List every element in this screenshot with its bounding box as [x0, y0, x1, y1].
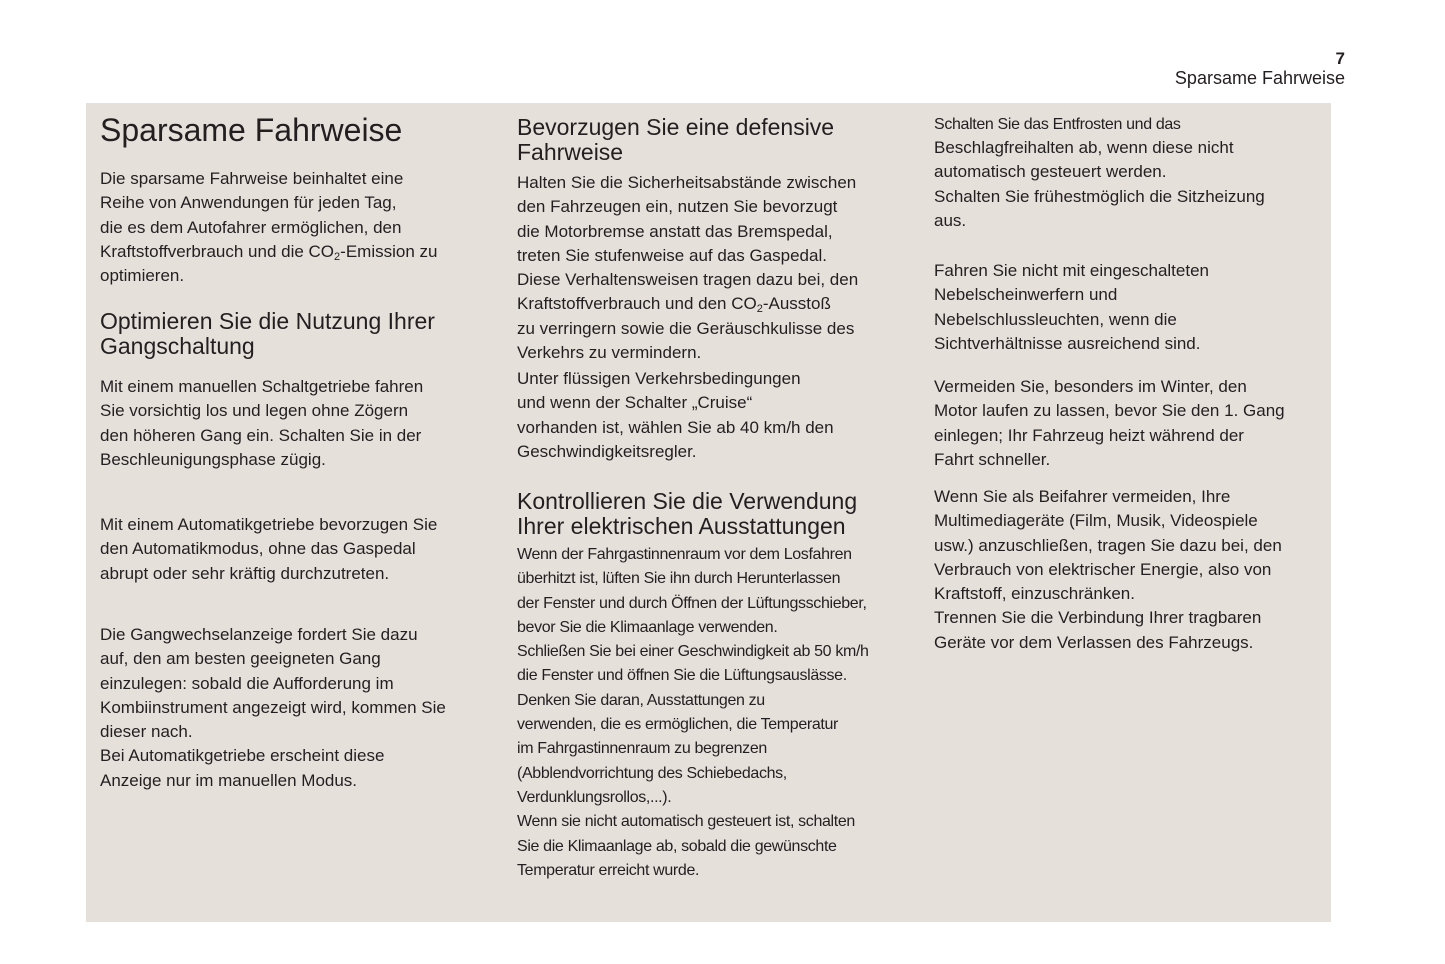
intro-paragraph	[100, 167, 437, 288]
text-line: Geschwindigkeitsregler.	[517, 441, 697, 461]
text-line: und wenn der Schalter „Cruise“	[517, 393, 753, 413]
text-line: Mit einem manuellen Schaltgetriebe fahren	[100, 377, 424, 396]
text-line: Schalten Sie das Entfrosten und das	[934, 116, 1181, 133]
paragraph-manual-gearbox	[100, 375, 423, 472]
page-number: 7	[1335, 49, 1345, 68]
text-line: abrupt oder sehr kräftig durchzutreten.	[100, 563, 390, 583]
text-line: Sie vorsichtig los und legen ohne Zögern	[100, 401, 409, 421]
text-line: Reihe von Anwendungen für jeden Tag,	[100, 193, 397, 213]
heading-gear-shift: Optimieren Sie die Nutzung Ihrer Gangschaltung	[100, 308, 435, 359]
text-line: Unter flüssigen Verkehrsbedingungen	[517, 369, 801, 388]
heading-defensive-driving: Bevorzugen Sie eine defensive Fahrweise	[517, 114, 835, 165]
text-line: Vermeiden Sie, besonders im Winter, den	[934, 377, 1247, 396]
paragraph-automatic-gearbox	[100, 513, 437, 586]
text-line: Kombiinstrument angezeigt wird, kommen Sie	[100, 697, 446, 717]
text-line: den Automatikmodus, ohne das Gaspedal	[100, 539, 416, 559]
text-line: Kraftstoffverbrauch und den $CO_2$-Ausstoß	[517, 294, 831, 316]
text-line: Diese Verhaltensweisen tragen dazu bei, den	[517, 270, 859, 290]
text-line: Sichtverhältnisse ausreichend sind.	[934, 333, 1201, 353]
text-line: überhitzt ist, lüften Sie ihn durch Herunterlassen	[517, 570, 841, 588]
text-line: treten Sie stufenweise auf das Gaspedal.	[517, 245, 827, 265]
text-line: Denken Sie daran, Ausstattungen zu	[517, 691, 765, 709]
text-line: den höheren Gang ein. Schalten Sie in der	[100, 425, 422, 445]
text-line: die Fenster und öffnen Sie die Lüftungsauslässe.	[517, 667, 847, 685]
text-line: Sie die Klimaanlage ab, sobald die gewünschte	[517, 837, 837, 855]
text-line: die Motorbremse anstatt das Bremspedal,	[517, 221, 833, 241]
text-line: einzulegen: sobald die Aufforderung im	[100, 673, 394, 693]
text-line: bevor Sie die Klimaanlage verwenden.	[517, 618, 778, 636]
text-line: der Fenster und durch Öffnen der Lüftungsschieber,	[517, 594, 867, 612]
text-line: Beschlagfreihalten ab, wenn diese nicht	[934, 138, 1234, 157]
paragraph-safety-distance	[517, 171, 858, 365]
text-line: auf, den am besten geeigneten Gang	[100, 649, 381, 669]
text-line: Wenn sie nicht automatisch gesteuert ist, schalten	[517, 813, 855, 831]
text-line: Schalten Sie frühestmöglich die Sitzheizung	[934, 186, 1265, 206]
text-line: den Fahrzeugen ein, nutzen Sie bevorzugt	[517, 197, 838, 217]
text-line: Motor laufen zu lassen, bevor Sie den 1. Gang	[934, 401, 1285, 421]
text-line: Fahren Sie nicht mit eingeschalteten	[934, 261, 1209, 280]
text-line: Mit einem Automatikgetriebe bevorzugen Sie	[100, 515, 438, 534]
paragraph-fog-lights	[934, 259, 1209, 356]
text-line: Multimediageräte (Film, Musik, Videospiele	[934, 511, 1258, 531]
text-line: Wenn der Fahrgastinnenraum vor dem Losfahren	[517, 546, 852, 563]
text-line: (Abblendvorrichtung des Schiebedachs,	[517, 764, 787, 782]
text-line: Anzeige nur im manuellen Modus.	[100, 770, 358, 790]
text-line: Nebelschlussleuchten, wenn die	[934, 309, 1177, 329]
text-line: Trennen Sie die Verbindung Ihrer tragbaren	[934, 608, 1262, 628]
text-line: dieser nach.	[100, 722, 193, 742]
paragraph-multimedia	[934, 485, 1282, 655]
text-line: Beschleunigungsphase zügig.	[100, 449, 326, 469]
text-line: usw.) anzuschließen, tragen Sie dazu bei, den	[934, 535, 1282, 555]
text-line: im Fahrgastinnenraum zu begrenzen	[517, 740, 767, 758]
paragraph-winter-idling	[934, 375, 1285, 472]
text-line: die es dem Autofahrer ermöglichen, den	[100, 217, 402, 237]
paragraph-cruise-control	[517, 367, 834, 464]
paragraph-electrical-equipment	[517, 543, 869, 883]
text-line: Temperatur erreicht wurde.	[517, 861, 700, 879]
text-line: optimieren.	[100, 266, 185, 286]
section-title: Sparsame Fahrweise	[100, 112, 403, 148]
text-line: Die sparsame Fahrweise beinhaltet eine	[100, 169, 404, 188]
text-line: Bei Automatikgetriebe erscheint diese	[100, 746, 385, 766]
text-line: zu verringern sowie die Geräuschkulisse des	[517, 318, 855, 338]
text-line: Verbrauch von elektrischer Energie, also von	[934, 559, 1272, 579]
text-line: Geräte vor dem Verlassen des Fahrzeugs.	[934, 632, 1254, 652]
running-title: Sparsame Fahrweise	[1174, 68, 1345, 88]
text-line: Wenn Sie als Beifahrer vermeiden, Ihre	[934, 487, 1231, 506]
heading-electrical-equipment: Kontrollieren Sie die Verwendung Ihrer elektrischen Ausstattungen	[517, 488, 858, 539]
content-panel	[86, 103, 1331, 922]
text-line: verwenden, die es ermöglichen, die Temperatur	[517, 716, 839, 734]
text-line: Verdunklungsrollos,...).	[517, 788, 672, 806]
paragraph-defrost-first-line	[934, 113, 1181, 137]
subscript-2: 2	[756, 303, 763, 316]
text-line: Halten Sie die Sicherheitsabstände zwischen	[517, 173, 857, 192]
text-line: Kraftstoffverbrauch und die $CO_2$-Emission zu	[100, 241, 438, 263]
text-line: automatisch gesteuert werden.	[934, 162, 1167, 182]
paragraph-defrost	[934, 136, 1265, 233]
text-line: Nebelscheinwerfern und	[934, 285, 1118, 305]
subscript-2: 2	[334, 250, 341, 263]
text-line: Fahrt schneller.	[934, 449, 1051, 469]
text-line: einlegen; Ihr Fahrzeug heizt während der	[934, 425, 1244, 445]
text-line: Kraftstoff, einzuschränken.	[934, 584, 1135, 604]
paragraph-gear-indicator	[100, 623, 446, 793]
text-line: Die Gangwechselanzeige fordert Sie dazu	[100, 625, 418, 644]
text-line: vorhanden ist, wählen Sie ab 40 km/h den	[517, 417, 834, 437]
text-line: Schließen Sie bei einer Geschwindigkeit ab 50 km/h	[517, 643, 869, 661]
text-line: aus.	[934, 210, 967, 230]
text-line: Verkehrs zu vermindern.	[517, 343, 702, 363]
